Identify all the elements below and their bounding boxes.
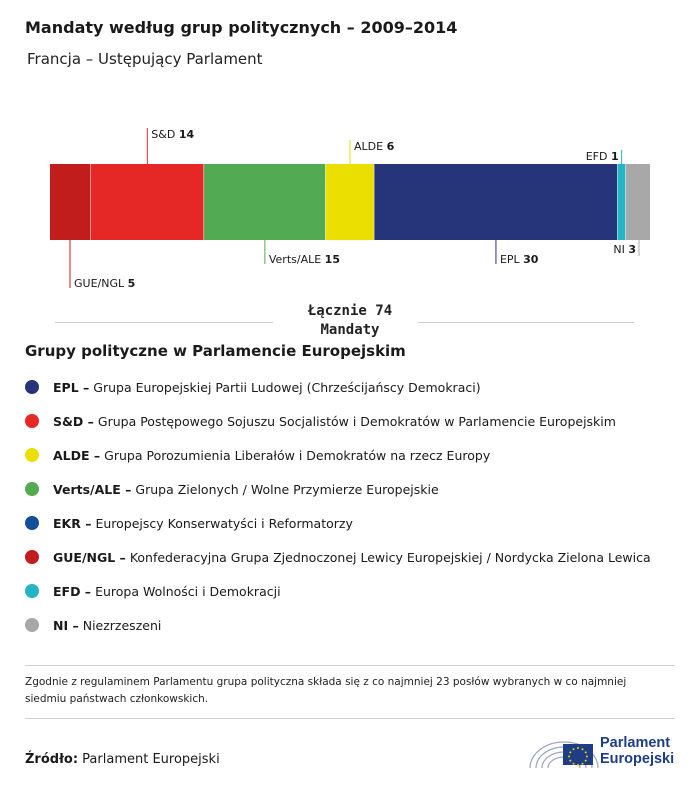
data-label-gue-ngl: [74, 277, 135, 290]
data-label-efd: [586, 150, 619, 163]
legend-item: [25, 438, 685, 472]
legend-abbreviation: EFD –: [53, 583, 92, 599]
bar-segment-efd: [618, 164, 626, 240]
data-label-value: 6: [386, 140, 395, 153]
logo-line-1: Parlament: [600, 735, 671, 751]
chart-title: Mandaty według grup politycznych – 2009–2014: [25, 18, 458, 37]
legend-item: [25, 370, 685, 404]
legend-abbreviation: Verts/ALE –: [53, 481, 132, 497]
legend-color-dot: [25, 516, 39, 530]
legend-color-dot: [25, 414, 39, 428]
note-divider-top: [25, 665, 675, 666]
legend-item: [25, 540, 685, 574]
legend-abbreviation: NI –: [53, 617, 79, 633]
total-divider-left: [55, 322, 273, 323]
data-label-s-d: [151, 128, 194, 141]
data-label-value: 5: [127, 277, 136, 290]
total-seats-count: Łącznie 74: [307, 303, 393, 319]
legend-group-name: Grupa Europejskiej Partii Ludowej (Chrześcijańscy Demokraci): [93, 379, 481, 395]
legend-item: [25, 506, 685, 540]
data-label-name: S&D: [151, 128, 179, 141]
bar-segment-ni: [626, 164, 650, 240]
data-label-value: 15: [324, 253, 340, 266]
data-label-epl: [500, 253, 539, 266]
data-label-name: Verts/ALE: [268, 253, 325, 266]
note-divider-bottom: [25, 718, 675, 719]
legend-color-dot: [25, 380, 39, 394]
legend-group-name: Grupa Porozumienia Liberałów i Demokratów na rzecz Europy: [104, 447, 491, 463]
total-seats: [280, 302, 420, 340]
legend-abbreviation: S&D –: [53, 413, 94, 429]
legend-abbreviation: EKR –: [53, 515, 92, 531]
legend-item: [25, 608, 685, 642]
legend-color-dot: [25, 618, 39, 632]
data-label-name: EFD: [585, 150, 611, 163]
legend-color-dot: [25, 584, 39, 598]
chart-subtitle: Francja – Ustępujący Parlament: [27, 50, 263, 68]
bar-segment-s-d: [91, 164, 205, 240]
data-label-value: 1: [610, 150, 619, 163]
footnote: Zgodnie z regulaminem Parlamentu grupa polityczna składa się z co najmniej 23 posłów wybranych w co najmniej siedmiu państwach członkowskich.: [25, 676, 627, 705]
legend-item: [25, 404, 685, 438]
bar-segment-alde: [326, 164, 375, 240]
legend-item: [25, 574, 685, 608]
bar-segment-verts-ale: [204, 164, 326, 240]
data-label-value: 14: [178, 128, 195, 141]
legend-color-dot: [25, 550, 39, 564]
legend-group-name: Europa Wolności i Demokracji: [95, 583, 281, 599]
data-label-name: EPL: [499, 253, 524, 266]
legend-item: [25, 472, 685, 506]
legend-abbreviation: GUE/NGL –: [53, 549, 126, 565]
total-divider-right: [418, 322, 634, 323]
legend-group-name: Europejscy Konserwatyści i Reformatorzy: [95, 515, 353, 531]
legend-abbreviation: EPL –: [53, 379, 90, 395]
data-label-alde: [354, 140, 395, 153]
data-label-value: 30: [523, 253, 539, 266]
data-label-name: GUE/NGL: [74, 277, 128, 290]
legend-abbreviation: ALDE –: [53, 447, 101, 463]
data-label-ni: [613, 243, 636, 256]
data-label-name: NI: [613, 243, 629, 256]
data-label-value: 3: [628, 243, 636, 256]
bar-segment-gue-ngl: [50, 164, 91, 240]
legend: [25, 370, 685, 642]
source-line: [25, 752, 220, 767]
total-seats-unit: Mandaty: [320, 322, 380, 338]
legend-title: Grupy polityczne w Parlamencie Europejskim: [25, 342, 406, 360]
data-label-verts-ale: [269, 253, 340, 266]
source-label: Źródło:: [25, 752, 79, 767]
data-label-name: ALDE: [354, 140, 387, 153]
legend-group-name: Konfederacyjna Grupa Zjednoczonej Lewicy Europejskiej / Nordycka Zielona Lewica: [129, 549, 651, 565]
legend-color-dot: [25, 482, 39, 496]
legend-group-name: Grupa Zielonych / Wolne Przymierze Europejskie: [135, 481, 439, 497]
logo-wordmark: [600, 735, 674, 767]
legend-color-dot: [25, 448, 39, 462]
logo-line-2: Europejski: [600, 751, 675, 767]
source-value: Parlament Europejski: [82, 752, 220, 767]
legend-group-name: Niezrzeszeni: [82, 617, 162, 633]
stacked-bar-chart: [0, 110, 700, 295]
bar-segment-epl: [374, 164, 617, 240]
legend-group-name: Grupa Postępowego Sojuszu Socjalistów i Demokratów w Parlamencie Europejskim: [97, 413, 616, 429]
